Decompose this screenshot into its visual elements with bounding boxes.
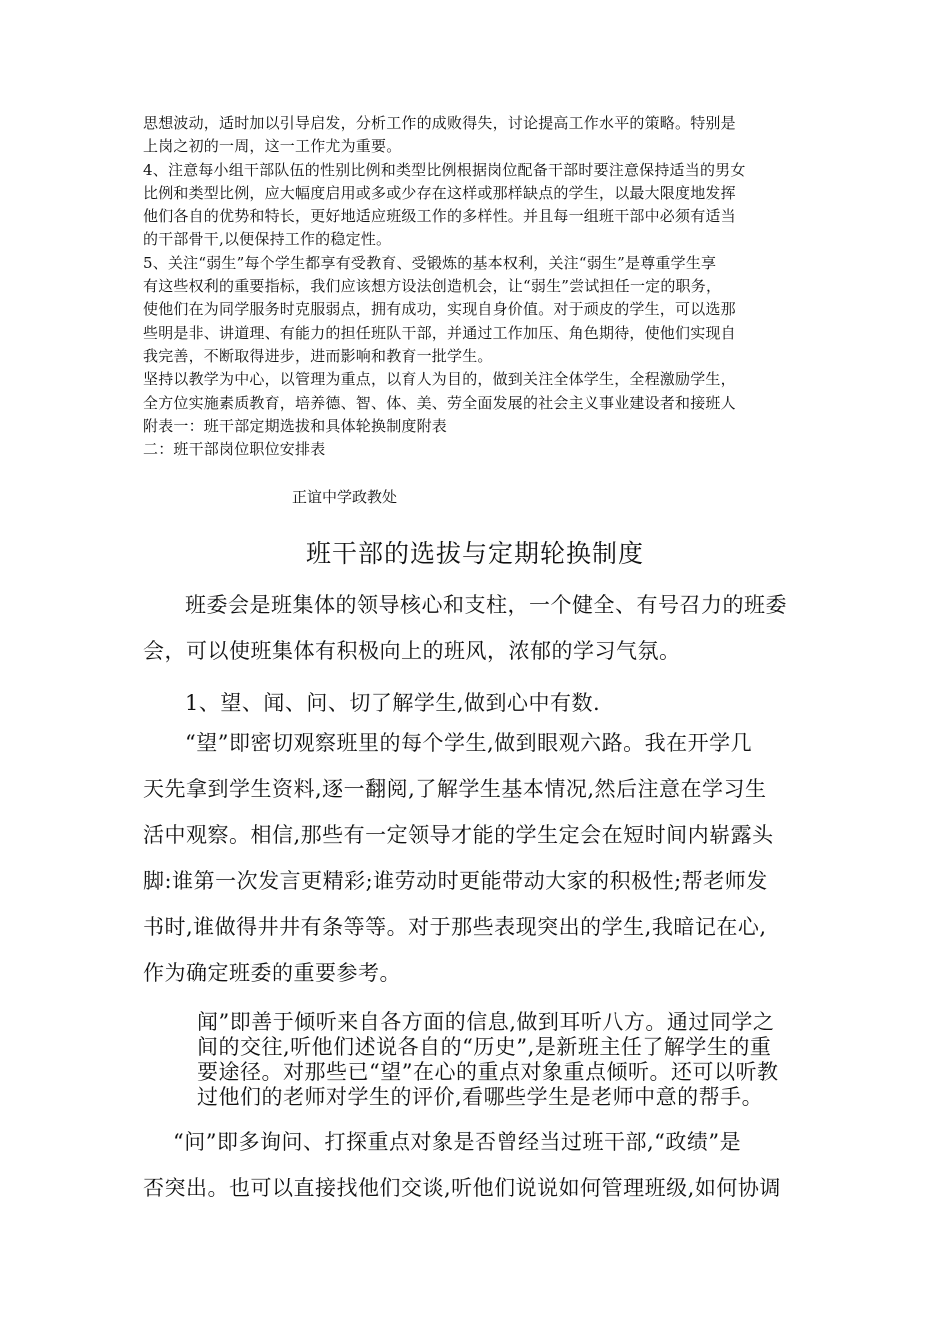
text-line: 附表一：班干部定期选拔和具体轮换制度附表 [143,416,448,435]
text-line: 比例和类型比例，应大幅度启用或多或少存在这样或那样缺点的学生，以最大限度地发挥 [143,183,736,202]
text-line: 坚持以教学为中心，以管理为重点，以育人为目的，做到关注全体学生，全程激励学生， [143,370,736,389]
wang-paragraph [143,720,823,996]
text-line: 作为确定班委的重要参考。 [143,961,401,985]
text-line: 会，可以使班集体有积极向上的班风，浓郁的学习气氛。 [143,639,681,663]
text-line: 活中观察。相信,那些有一定领导才能的学生定会在短时间内崭露头 [143,823,774,847]
text-line: 1、望、闻、问、切了解学生,做到心中有数. [185,691,601,715]
text-line: 他们各自的优势和特长，更好地适应班级工作的多样性。并且每一组班干部中必须有适当 [143,207,736,226]
top-text-block [143,112,823,461]
text-line: 4、注意每小组干部队伍的性别比例和类型比例根据岗位配备干部时要注意保持适当的男女 [143,160,746,179]
text-line: “望”即密切观察班里的每个学生,做到眼观六路。我在开学几 [185,731,753,755]
text-line: 书时,谁做得井井有条等等。对于那些表现突出的学生,我暗记在心, [143,915,767,939]
wen2-paragraph [143,1119,823,1211]
text-line: 闻”即善于倾听来自各方面的信息,做到耳听八方。通过同学之 [197,1010,775,1034]
text-line: 有这些权利的重要指标，我们应该想方设法创造机会，让“弱生”尝试担任一定的职务， [143,277,722,296]
text-line: 过他们的老师对学生的评价,看哪些学生是老师中意的帮手。 [197,1085,764,1109]
text-line: “问”即多询问、打探重点对象是否曾经当过班干部,“政绩”是 [173,1130,742,1154]
intro-paragraph [143,582,823,674]
text-line: 使他们在为同学服务时克服弱点，拥有成功，实现自身价值。对于顽皮的学生，可以选那 [143,300,736,319]
text-line: 全方位实施素质教育，培养德、智、体、美、劳全面发展的社会主义事业建设者和接班人 [143,393,736,412]
text-line: 脚:谁第一次发言更精彩;谁劳动时更能带动大家的积极性;帮老师发 [143,869,768,893]
text-line: 上岗之初的一周，这一工作尤为重要。 [143,137,402,156]
page-title: 班干部的选拔与定期轮换制度 [305,539,644,568]
text-line: 班委会是班集体的领导核心和支柱，一个健全、有号召力的班委 [185,593,787,617]
text-line: 思想波动，适时加以引导启发，分析工作的成败得失，讨论提高工作水平的策略。特别是 [143,114,736,132]
text-line: 些明是非、讲道理、有能力的担任班队干部，并通过工作加压、角色期待，使他们实现自 [143,323,736,342]
text-line: 我完善，不断取得进步，进而影响和教育一批学生。 [143,346,493,365]
text-line: 间的交往,听他们述说各自的“历史”,是新班主任了解学生的重 [197,1035,772,1059]
text-line: 的干部骨干,以便保持工作的稳定性。 [143,230,392,249]
text-line: 要途径。对那些已“望”在心的重点对象重点倾听。还可以听教 [197,1060,779,1084]
signature: 正谊中学政教处 [292,488,398,506]
text-line: 天先拿到学生资料,逐一翻阅,了解学生基本情况,然后注意在学习生 [143,777,767,801]
text-line: 否突出。也可以直接找他们交谈,听他们说说如何管理班级,如何协调 [143,1176,781,1200]
text-line: 二：班干部岗位职位安排表 [143,440,326,459]
wen-paragraph [197,1010,825,1110]
text-line: 5、关注“弱生”每个学生都享有受教育、受锻炼的基本权利，关注“弱生”是尊重学生享 [143,253,717,272]
